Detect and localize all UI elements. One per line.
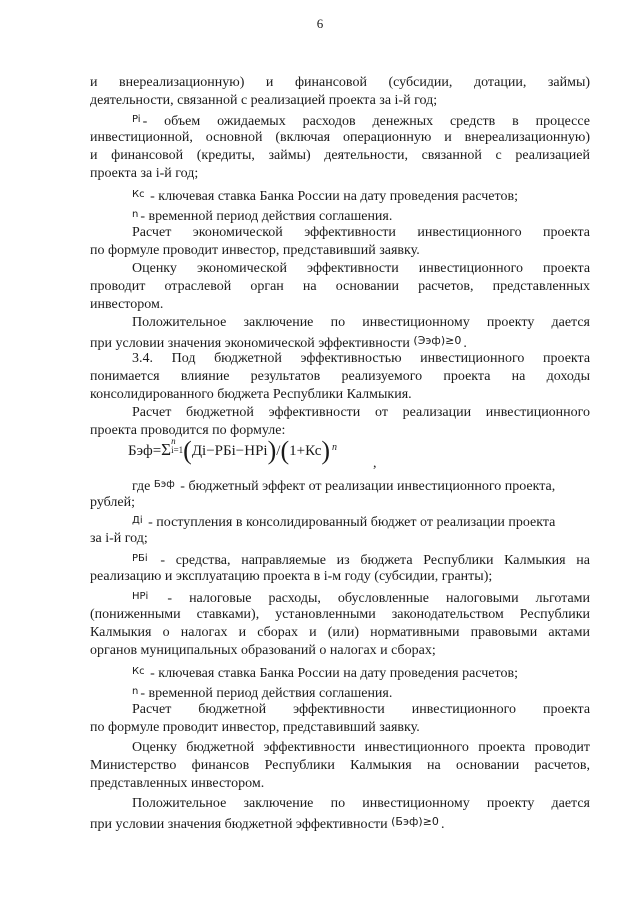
text-line: реализацию и эксплуатацию проекта в i-м году (субсидии, гранты); <box>90 569 493 584</box>
symbol-nri: НРi <box>132 591 149 602</box>
text-line: инвестиционной, основной (включая операционную и внереализационную) <box>90 130 590 145</box>
text-line: проекта за i-й год; <box>90 166 199 181</box>
paragraph-econ-calc: Расчет экономической эффективности инвестиционного проекта <box>132 225 590 240</box>
budget-efficiency-formula: Бэф=Σn i=1(Дi−РБi−НРi)/(1+Кс) $^n$ , <box>128 436 377 471</box>
definition-n-2: $^n$ - временной период действия соглашения. <box>132 686 393 701</box>
definition-pi: $^{Pi}$ - объем ожидаемых расходов денежных средств в процессе <box>132 114 590 129</box>
text-line: консолидированного бюджета Республики Калмыкия. <box>90 387 412 402</box>
text-line: рублей; <box>90 495 135 510</box>
paragraph-funding-sources: и внереализационную) и финансовой (субсидии, дотации, займы) <box>90 75 591 90</box>
text-line: при условии значения бюджетной эффективности $^{(Бэф)\ge 0}$ . <box>90 815 445 832</box>
paragraph-budget-conclusion: Положительное заключение по инвестиционному проекту дается <box>132 796 590 811</box>
symbol-n: n <box>132 209 139 220</box>
symbol-di: Дi <box>132 515 143 526</box>
definition-bef: где $^{Бэф}$ - бюджетный эффект от реализации инвестиционного проекта, <box>132 479 556 494</box>
definition-nri: $^{НРi}$ - налоговые расходы, обусловленные налоговыми льготами <box>132 591 591 606</box>
condition-econ: (Ээф)≥0 <box>413 334 462 347</box>
condition-budget: (Бэф)≥0 <box>391 815 439 828</box>
definition-n: $^n$ - временной период действия соглашения. <box>132 209 393 224</box>
definition-kc-2: $^{Кс}$ - ключевая ставка Банка России на дату проведения расчетов; <box>132 666 518 681</box>
text-line: проекта проводится по формуле: <box>90 423 286 438</box>
symbol-pi: Pi <box>132 114 141 125</box>
symbol-n: n <box>132 686 139 697</box>
text-line: при условии значения экономической эффективности $^{(Ээф)\ge 0}$ . <box>90 334 467 351</box>
paragraph-budget-intro: Расчет бюджетной эффективности от реализации инвестиционного <box>132 405 591 420</box>
text-line: по формуле проводит инвестор, представивший заявку. <box>90 243 420 258</box>
definition-kc: $^{Кс}$ - ключевая ставка Банка России на дату проведения расчетов; <box>132 189 518 204</box>
text-line: за i-й год; <box>90 531 148 546</box>
definition-di: $^{Дi}$ - поступления в консолидированный бюджет от реализации проекта <box>132 515 556 530</box>
text-line: инвестором. <box>90 297 164 312</box>
text-line: Калмыкия о налогах и сборах и (или) нормативными правовыми актами <box>90 625 590 640</box>
text-line: (пониженными ставками), установленными законодательством Республики <box>90 607 590 622</box>
paragraph-budget-calc: Расчет бюджетной эффективности инвестиционного проекта <box>132 702 591 717</box>
page-number: 6 <box>316 16 324 31</box>
text-line: понимается влияние результатов реализуемого проекта на доходы <box>90 369 591 384</box>
text-line: деятельности, связанной с реализацией проекта за i-й год; <box>90 93 438 108</box>
paragraph-econ-conclusion: Положительное заключение по инвестиционному проекту дается <box>132 315 590 330</box>
paragraph-econ-eval: Оценку экономической эффективности инвестиционного проекта <box>132 261 591 276</box>
section-3-4: 3.4. Под бюджетной эффективностью инвестиционного проекта <box>132 351 591 366</box>
paragraph-budget-eval: Оценку бюджетной эффективности инвестиционного проекта проводит <box>132 740 590 755</box>
symbol-bef: Бэф <box>153 479 175 490</box>
text-line: органов муниципальных образований о налогах и сборах; <box>90 643 436 658</box>
symbol-kc: Кс <box>132 189 145 200</box>
text-line: проводит отраслевой орган на основании расчетов, представленных <box>90 279 591 294</box>
text-line: по формуле проводит инвестор, представивший заявку. <box>90 720 420 735</box>
text-line: Министерство финансов Республики Калмыкия на основании расчетов, <box>90 758 590 773</box>
text-line: представленных инвестором. <box>90 776 265 791</box>
definition-rbi: $^{РБi}$ - средства, направляемые из бюджета Республики Калмыкия на <box>132 553 591 568</box>
symbol-rbi: РБi <box>132 553 148 564</box>
symbol-kc: Кс <box>132 666 145 677</box>
text-line: и финансовой (кредиты, займы) деятельности, связанной с реализацией <box>90 148 590 163</box>
